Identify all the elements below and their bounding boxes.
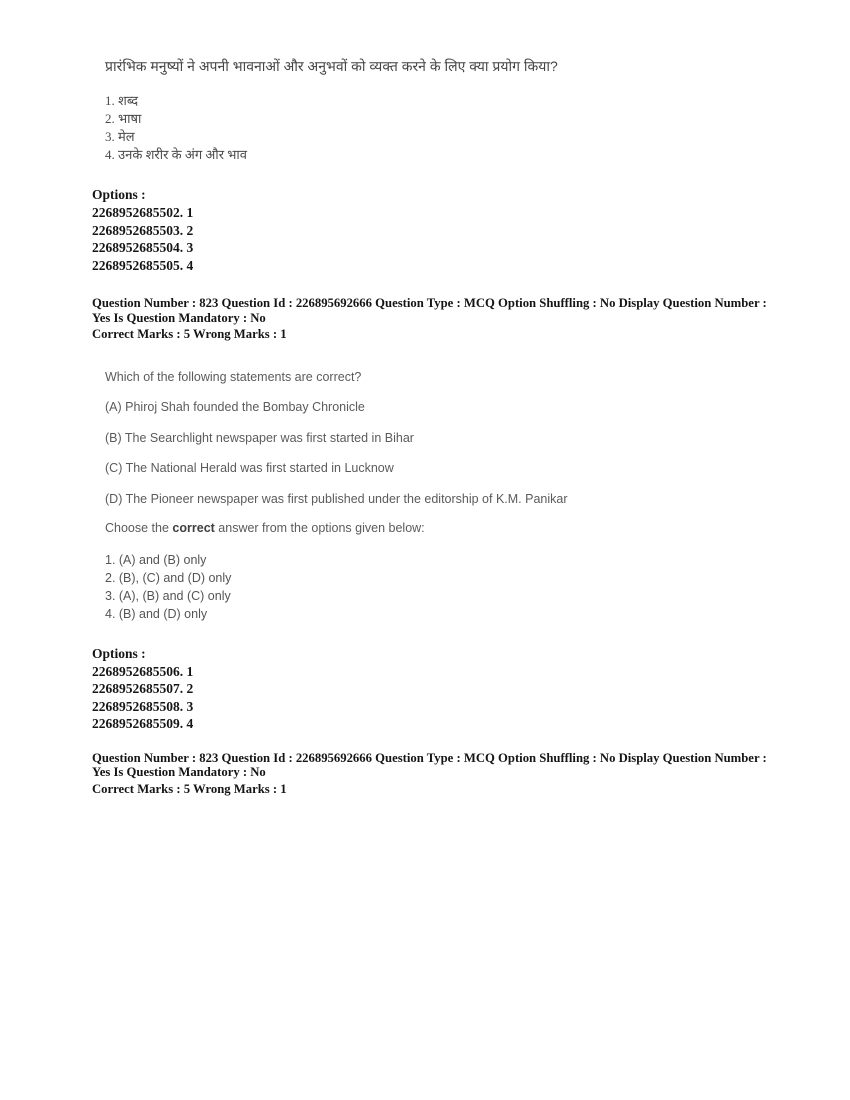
- marks-line: Correct Marks : 5 Wrong Marks : 1: [92, 327, 287, 341]
- question-metadata-block: [92, 751, 770, 797]
- question-1-text: प्रारंभिक मनुष्यों ने अपनी भावनाओं और अनुभवों को व्यक्त करने के लिए क्या प्रयोग किया?: [105, 58, 558, 74]
- choose-instruction: [105, 522, 774, 536]
- options-label: Options :: [92, 645, 146, 661]
- question-meta-line: Question Number : 823 Question Id : 226895692666 Question Type : MCQ Option Shuffling : No Display Question Number : Yes Is Question Mandatory : No: [92, 296, 767, 325]
- choice-item: 4. (B) and (D) only: [105, 606, 208, 621]
- choose-prefix: Choose the: [105, 521, 173, 535]
- option-id-row: 2268952685508. 3: [92, 698, 194, 714]
- statement-item: (D) The Pioneer newspaper was first published under the editorship of K.M. Panikar: [105, 491, 568, 506]
- options-label: Options :: [92, 187, 146, 202]
- question-meta-line: Question Number : 823 Question Id : 226895692666 Question Type : MCQ Option Shuffling : No Display Question Number : Yes Is Question Mandatory : No: [92, 750, 767, 779]
- question-2-options-block: [92, 645, 774, 733]
- choice-item: 1. (A) and (B) only: [105, 552, 207, 567]
- choice-item: 3. मेल: [105, 129, 135, 144]
- question-1-block: [92, 57, 774, 274]
- option-id-row: 2268952685504. 3: [92, 240, 194, 255]
- question-2-text: Which of the following statements are correct?: [105, 369, 362, 384]
- option-id-row: 2268952685503. 2: [92, 222, 194, 238]
- question-2-choices: [105, 551, 774, 623]
- marks-line: Correct Marks : 5 Wrong Marks : 1: [92, 781, 287, 796]
- question-2-block: [92, 371, 774, 733]
- question-metadata-block: [92, 296, 770, 342]
- choose-bold-word: correct: [172, 521, 215, 535]
- statement-item: (A) Phiroj Shah founded the Bombay Chronicle: [105, 400, 365, 414]
- choice-item: 4. उनके शरीर के अंग और भाव: [105, 147, 247, 162]
- choice-item: 2. (B), (C) and (D) only: [105, 570, 232, 585]
- statement-item: (B) The Searchlight newspaper was first started in Bihar: [105, 430, 414, 445]
- statement-item: (C) The National Herald was first started in Lucknow: [105, 461, 394, 475]
- choose-suffix: answer from the options given below:: [214, 521, 425, 535]
- option-id-row: 2268952685502. 1: [92, 205, 194, 220]
- option-id-row: 2268952685505. 4: [92, 257, 194, 273]
- option-id-row: 2268952685509. 4: [92, 716, 194, 731]
- option-id-row: 2268952685506. 1: [92, 663, 194, 679]
- choice-item: 2. भाषा: [105, 111, 142, 126]
- question-1-choices: [105, 92, 774, 164]
- choice-item: 3. (A), (B) and (C) only: [105, 588, 231, 603]
- choice-item: 1. शब्द: [105, 93, 139, 108]
- question-1-options-block: [92, 186, 774, 274]
- option-id-row: 2268952685507. 2: [92, 681, 194, 696]
